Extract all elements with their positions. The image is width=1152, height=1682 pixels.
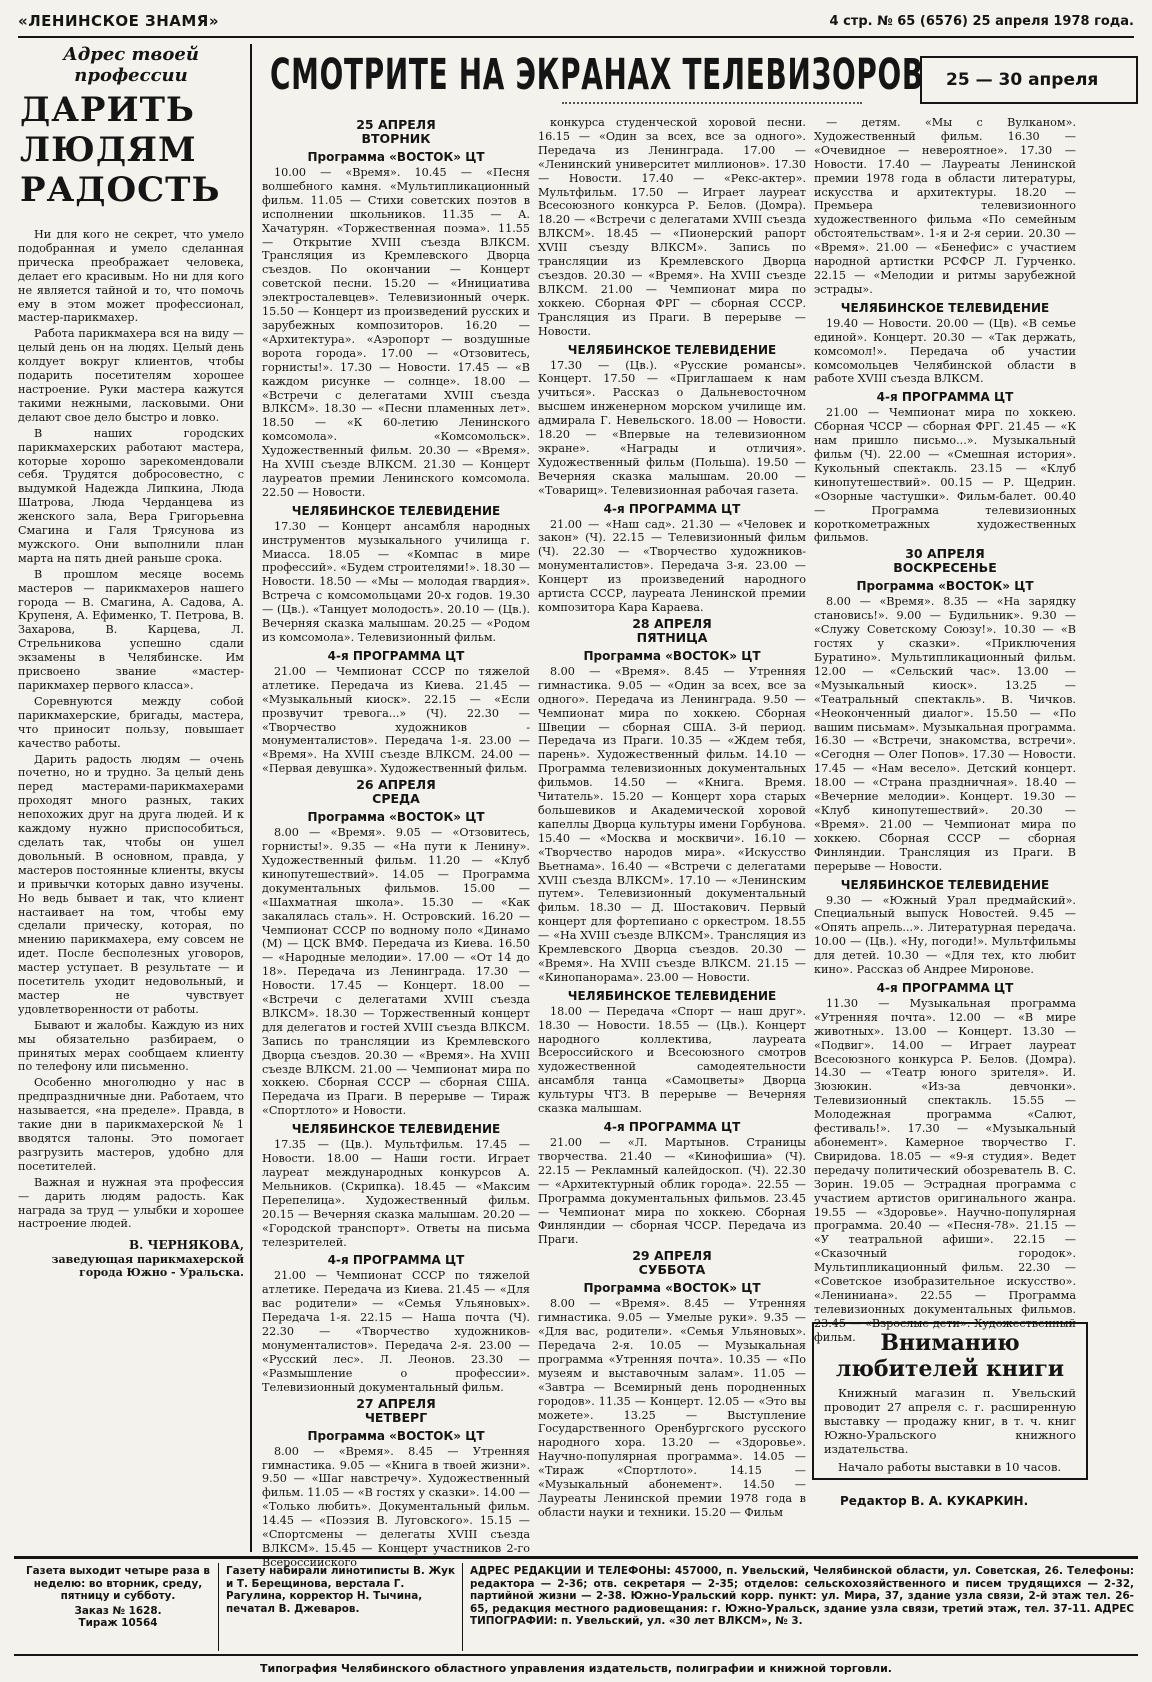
footer-divider bbox=[462, 1563, 463, 1651]
schedule-weekday: ЧЕТВЕРГ bbox=[364, 1409, 428, 1425]
article-paragraph: Ни для кого не секрет, что умело подобранная и умело сделанная прическа преображает человека, делает его красивым. Но ни для кого не является тайной и то, что помочь ему в этом может профессионал, мастер-парикмахер. bbox=[18, 228, 244, 325]
article-paragraph: В прошлом месяце восемь мастеров — парикмахеров нашего города — В. Смагина, А. Садова, А. Крупеня, А. Ефименко, Т. Петрова, В. Захарова, В. Карцева, Л. Стрельникова успешно сдали экзамены в Челябинске. Им присвоено звание «мастер-парикмахер первого класса». bbox=[18, 567, 244, 692]
channel-heading: Программа «ВОСТОК» ЦТ bbox=[583, 1281, 761, 1296]
program-listing: 8.00 — «Время». 8.45 — Утренняя гимнастика. 9.05 — Умелые руки». 9.35 — «Для вас, родители». «Семья Ульяновых». Передача 2-я. 10.05 — Музыкальная программа «Утренняя почта». 10.35 — «По музеям и выставочным залам». 11.05 — «Завтра — Всемирный день породненных городов». 11.35 — Концерт. 12.05 — «Это вы можете». 13.25 — Выступление Государственного Оренбургского русского народного хора. 13.20 — «Здоровье». Научно-популярная программа». 14.05 — «Тираж «Спортлото». 14.15 — «Музыкальный абонемент». 14.50 — Лауреаты Ленинской премии 1978 года в области науки и техники. 15.20 — Фильм bbox=[538, 1297, 806, 1519]
schedule-date: 27 АПРЕЛЯ bbox=[356, 1395, 436, 1411]
schedule-date: 26 АПРЕЛЯ bbox=[356, 777, 436, 793]
program-listing: 10.00 — «Время». 10.45 — «Песня волшебного камня. «Мультипликационный фильм. 11.05 — Стихи советских поэтов в исполнении школьников. 11.35 — А. Хачатурян. «Торжественная поэма». 11.55 — Открытие XVIII съезда ВЛКСМ. Трансляция из Кремлевского Дворца съездов. По окончании — Концерт советской песни. 15.20 — «Инициатива электросталевцев». Телевизионный очерк. 15.50 — Концерт из произведений русских и зарубежных композиторов. 16.20 — «Архитектура». «Аэропорт — воздушные ворота города». 17.00 — «Отзовитесь, горнисты!». 17.30 — Новости. 17.45 — «В каждом рисунке — солнце». 18.00 — «Встречи с делегатами XVIII съезда ВЛКСМ». 18.30 — «Песни пламенных лет». 18.50 — «К 60-летию Ленинского комсомола». «Комсомольск». Художественный фильм. 20.30 — «Время». На XVIII съезде ВЛКСМ. 21.30 — Концерт лауреатов премии Ленинского комсомола. 22.50 — Новости. bbox=[262, 166, 530, 499]
channel-heading: Программа «ВОСТОК» ЦТ bbox=[307, 1428, 485, 1443]
program-listing: 8.00 — «Время». 9.05 — «Отзовитесь, горнисты!». 9.35 — «На пути к Ленину». Художественный фильм. 11.20 — «Клуб кинопутешествий». 14.05 — Программа документальных фильмов. 15.00 — «Шахматная школа». 15.30 — «Как закалялась сталь». Н. Островский. 16.20 — Чемпионат СССР по водному поло «Динамо (М) — ЦСК ВМФ. Передача из Киева. 16.50 — «Народные мелодии». 17.00 — «От 14 до 18». Передача из Ленинграда. 17.30 — Новости. 17.45 — Концерт. 18.00 — «Встречи с делегатами XVIII съезда ВЛКСМ». 18.30 — Торжественный концерт для делегатов и гостей XVIII съезда ВЛКСМ. Запись по трансляции из Кремлевского Дворца съездов. 20.30 — «Время». На XVIII съезде ВЛКСМ. 21.00 — Чемпионат мира по хоккею. Сборная СССР — сборная США. Передача из Праги. В перерыве — Тираж «Спортлото» и Новости. bbox=[262, 826, 530, 1118]
order-number: Заказ № 1628. bbox=[74, 1604, 162, 1617]
tv-column-1 bbox=[262, 116, 530, 1569]
channel-heading: ЧЕЛЯБИНСКОЕ ТЕЛЕВИДЕНИЕ bbox=[291, 1122, 501, 1137]
schedule-date: 25 АПРЕЛЯ bbox=[356, 117, 436, 132]
program-listing: 18.00 — Передача «Спорт — наш друг». 18.30 — Новости. 18.55 — (Цв.). Концерт народного коллектива, лауреата Всероссийского и Всесоюзного смотров художественной самодеятельности ансамбля танца «Самоцветы» Дворца культуры ЧТЗ. В перерыве — Вечерняя сказка малышам. bbox=[538, 1004, 806, 1116]
article-author: В. ЧЕРНЯКОВА, bbox=[128, 1238, 244, 1253]
article-author-role: заведующая парикмахерской города Южно - Уральска. bbox=[51, 1253, 244, 1280]
tv-date-box bbox=[920, 56, 1138, 104]
tv-dates: 25 — 30 апреля bbox=[946, 70, 1099, 90]
program-listing: 21.00 — Чемпионат СССР по тяжелой атлетике. Передача из Киева. 21.45 — «Для вас родители» — «Семья Ульяновых». Передача 1-я. 22.15 — Наша почта (Ч). 22.30 — «Творчество художников-монументалистов». Передача 2-я. 23.00 — «Русский лес». Л. Леонов. 23.30 — «Размышление о профессии». Телевизионный документальный фильм. bbox=[262, 1269, 530, 1394]
circulation: Тираж 10564 bbox=[78, 1617, 158, 1630]
editor-signature: Редактор В. А. КУКАРКИН. bbox=[840, 1494, 1029, 1508]
program-listing: 19.40 — Новости. 20.00 — (Цв). «В семье единой». Концерт. 20.30 — «Так держать, комсомол!». Передача об участии комсомольцев Челябинской области в работе XVIII съезда ВЛКСМ. bbox=[814, 316, 1076, 386]
channel-heading: ЧЕЛЯБИНСКОЕ ТЕЛЕВИДЕНИЕ bbox=[567, 342, 777, 357]
program-listing: 17.35 — (Цв.). Мультфильм. 17.45 — Новости. 18.00 — Наши гости. Играет лауреат международных конкурсов А. Мельников. (Скрипка). 18.45 — «Максим Перепелица». Художественный фильм. 20.15 — Вечерняя сказка малышам. 20.20 — «Городской транспорт». Ответы на письма телезрителей. bbox=[262, 1138, 530, 1249]
channel-heading: Программа «ВОСТОК» ЦТ bbox=[307, 810, 485, 825]
footer-divider bbox=[218, 1563, 219, 1651]
editorial-address: АДРЕС РЕДАКЦИИ И ТЕЛЕФОНЫ: 457000, п. Увельский, Челябинской области, ул. Советская, 26. Телефоны: редактора — 2-36; отв. секретаря — 2-35; отделов: сельскохозяйственного и писем трудящихся — 2-32, партийной жизни — 2-38. Южно-Уральский корр. пункт: ул. Мира, 37, здание узла связи, 2-й этаж тел. 26-65, редакция местного радиовещания: г. Южно-Уральск, здание узла связи, третий этаж, тел. 37-11. АДРЕС ТИПОГРАФИИ: п. Увельский, ул. «30 лет ВЛКСМ», № 3. bbox=[470, 1565, 1134, 1628]
article-paragraph: Дарить радость людям — очень почетно, но и трудно. За целый день перед мастерами-парикмахерами проходят много разных, таких непохожих друг на друга людей. И к каждому нужно приспособиться, сделать так, чтобы он ушел довольный. В основном, правда, у мастеров постоянные клиенты, вкусы и привычки которых давно изучены. Но ведь бывает и так, что клиент настаивает на том, чтобы ему сделали прическу, которая, по мнению парикмахера, ему совсем не идет. После бесполезных уговоров, мастер уступает. В результате — и посетитель уходит недовольный, и мастер не чувствует удовлетворенности от работы. bbox=[18, 752, 244, 1016]
program-listing: 21.00 — «Наш сад». 21.30 — «Человек и закон» (Ч). 22.15 — Телевизионный фильм (Ч). 22.30 — «Творчество художников-монументалистов». Передача 3-я. 23.00 — Концерт из произведений народного артиста СССР, лауреата Ленинской премии композитора Кара Караева. bbox=[538, 517, 806, 614]
article-paragraph: Особенно многолюдно у нас в предпраздничные дни. Работаем, что называется, «на пределе». Правда, в такие дни в парикмахерской № 1 вводятся талоны. Это помогает разгрузить мастеров, удобно для посетителей. bbox=[18, 1076, 244, 1173]
tv-title: СМОТРИТЕ НА ЭКРАНАХ ТЕЛЕВИЗОРОВ bbox=[270, 50, 924, 100]
channel-heading: ЧЕЛЯБИНСКОЕ ТЕЛЕВИДЕНИЕ bbox=[840, 877, 1050, 892]
article-column bbox=[18, 44, 244, 1544]
article-paragraph: Работа парикмахера вся на виду — целый день он на людях. Целый день колдует вокруг клиентов, чтобы подарить посетителям хорошее настроение. Руки мастера кажутся такими нежными, ласковыми. Они делают свое дело быстро и ловко. bbox=[18, 327, 244, 424]
program-listing: 17.30 — Концерт ансамбля народных инструментов музыкального училища г. Миасса. 18.05 — «Компас в мире профессий». «Будем строителями!». 18.30 — Новости. 18.50 — «Мы — молодая гвардия». Встреча с комсомольцами 20-х годов. 19.30 — (Цв.). «Танцует молодость». 20.10 — (Цв.). Вечерняя сказка малышам. 20.25 — «Родом из комсомола». Телевизионный фильм. bbox=[262, 519, 530, 644]
issue-info: 4 стр. № 65 (6576) 25 апреля 1978 года. bbox=[829, 14, 1134, 29]
imprint-footer bbox=[14, 1556, 1138, 1656]
ad-title: Вниманию любителей книги bbox=[835, 1330, 1065, 1382]
schedule-weekday: ВОСКРЕСЕНЬЕ bbox=[893, 560, 997, 576]
tv-column-2 bbox=[538, 116, 806, 1546]
schedule-date: 28 АПРЕЛЯ bbox=[632, 615, 712, 631]
masthead bbox=[18, 6, 1134, 38]
program-listing: 21.00 — «Л. Мартынов. Страницы творчества. 21.40 — «Кинофишиа» (Ч). 22.15 — Рекламный калейдоскоп. (Ч). 22.30 — «Архитектурный облик города». 22.55 — Программа документальных фильмов. 23.45 — Чемпионат мира по хоккею. Сборная Финляндии — сборная ЧССР. Передача из Праги. bbox=[538, 1136, 806, 1247]
article-kicker: Адрес твоей профессии bbox=[63, 44, 199, 86]
article-paragraph: В наших городских парикмахерских работают мастера, которые хорошо зарекомендовали себя. Трудятся добросовестно, с выдумкой Надежда Липкина, Люда Шатрова, Люда Черданцева из женского зала, Вера Григорьевна Смагина и Галя Трясунова из мужского. Они выполнили план марта на пять дней раньше срока. bbox=[18, 426, 244, 565]
program-listing: 8.00 — «Время». 8.35 — «На зарядку становись!». 9.00 — Будильник». 9.30 — «Служу Советскому Союзу!». 10.30 — «В гостях у сказки». «Приключения Буратино». Мультипликационный фильм. 12.00 — «Сельский час». 13.00 — «Музыкальный киоск». 13.25 — «Театральный спектакль». В. Чичков. «Неоконченный диалог». 15.50 — «По вашим письмам». Музыкальная программа. 16.30 — «Встречи, знакомства, встречи». «Сегодня — Олег Попов». 17.30 — Новости. 17.45 — «Нам весело». Детский концерт. 18.00 — «Страна праздничная». 18.40 — «Вечерние мелодии». Концерт. 19.30 — «Клуб кинопутешествий». 20.30 — «Время». 21.00 — Чемпионат мира по хоккею. Сборная СССР — сборная Финляндии. Трансляция из Праги. В перерыве — Новости. bbox=[814, 595, 1076, 873]
program-listing: 8.00 — «Время». 8.45 — Утренняя гимнастика. 9.05 — «Один за всех, все за одного». Передача из Ленинграда. 9.50 — Чемпионат мира по хоккею. Сборная Швеции — сборная США. 3-й период. Передача из Праги. 10.35 — «Ждем тебя, парень». Художественный фильм. 14.10 — Программа телевизионных документальных фильмов. 14.50 — «Книга. Время. Читатель». 15.20 — Концерт хора старых большевиков и Академической хоровой капеллы Дворца культуры имени Горбунова. 15.40 — «Москва и москвичи». 16.10 — «Творчество народов мира». «Искусство Вьетнама». 16.40 — «Встречи с делегатами XVIII съезда ВЛКСМ». 17.10 — «Ленинским путем». Телевизионный документальный фильм. 18.30 — Д. Шостакович. Первый концерт для фортепиано с оркестром. 18.55 — «На XVIII съезде ВЛКСМ». Трансляция из Кремлевского Дворца съездов. 20.30 — «Время». На XVIII съезде ВЛКСМ. 21.15 — «Кинопанорама». 23.00 — Новости. bbox=[538, 664, 806, 984]
tv-header bbox=[262, 46, 1142, 112]
schedule-weekday: СУББОТА bbox=[638, 1262, 706, 1278]
article-paragraph: Бывают и жалобы. Каждую из них мы обязательно разбираем, о принятых мерах сообщаем клиенту по телефону или письменно. bbox=[18, 1018, 244, 1074]
channel-heading: 4-я ПРОГРАММА ЦТ bbox=[876, 390, 1014, 405]
channel-heading: ЧЕЛЯБИНСКОЕ ТЕЛЕВИДЕНИЕ bbox=[567, 988, 777, 1003]
program-listing: 8.00 — «Время». 8.45 — Утренняя гимнастика. 9.05 — «Книга в твоей жизни». 9.50 — «Шаг навстречу». Художественный фильм. 11.05 — «В гостях у сказки». 14.00 — «Только любить». Документальный фильм. 14.45 — «Поэзия В. Луговского». 15.15 — «Спортсмены — делегаты XVIII съезда ВЛКСМ». 15.45 — Концерт участников 2-го Всероссийского bbox=[262, 1444, 530, 1569]
title-ornament bbox=[562, 102, 862, 112]
publication-schedule bbox=[22, 1565, 214, 1630]
program-listing: 11.30 — Музыкальная программа «Утренняя почта». 12.00 — «В мире животных». 13.00 — Концерт. 13.30 — «Подвиг». 14.00 — Играет лауреат Всесоюзного конкурса Р. Белов. (Домра). 14.30 — «Театр юного зрителя». И. Зюзюкин. «Из-за девчонки». Телевизионный спектакль. 15.55 — Молодежная программа «Салют, фестиваль!». 17.30 — «Музыкальный абонемент». Камерное творчество Г. Свиридова. 18.05 — «9-я студия». Ведет передачу политический обозреватель В. С. Зорин. 19.05 — Эстрадная программа с участием артистов оригинального жанра. 19.55 — «Здоровье». Научно-популярная программа. 20.40 — «Песня-78». 21.15 — «У театральной афиши». 22.15 — «Сказочный городок». Мультипликационный фильм. 22.30 — «Советское изобразительное искусство». «Лениниана». 22.55 — Программа телевизионных документальных фильмов. 23.45 — «Взрослые дети». Художественный фильм. bbox=[814, 996, 1076, 1344]
program-listing: 21.00 — Чемпионат СССР по тяжелой атлетике. Передача из Киева. 21.45 — «Музыкальный киоск». 22.15 — «Если прозвучит тревога...» (Ч). 22.30 — «Творчество художников - монументалистов». Передача 1-я. 23.00 — «Время». На XVIII съезде ВЛКСМ. 24.00 — «Первая девушка». Художественный фильм. bbox=[262, 664, 530, 776]
channel-heading: 4-я ПРОГРАММА ЦТ bbox=[876, 980, 1014, 995]
program-listing: 21.00 — Чемпионат мира по хоккею. Сборная ЧССР — сборная ФРГ. 21.45 — «К нам пришло письмо...». Музыкальный фильм (Ч). 22.00 — «Смешная история». Кукольный спектакль. 23.15 — «Клуб кинопутешествий». 00.15 — Р. Щедрин. «Озорные частушки». Фильм-балет. 00.40 — Программа телевизионных короткометражных художественных фильмов. bbox=[814, 406, 1076, 545]
typesetters-credits: Газету набирали линотиписты В. Жук и Т. Берещинова, верстала Г. Рагулина, корректор Н. Тычина, печатал В. Джеваров. bbox=[226, 1565, 456, 1615]
program-listing: 17.30 — (Цв.). «Русские романсы». Концерт. 17.50 — «Приглашаем к нам учиться». Рассказ о Дальневосточном высшем инженерном морском училище им. адмирала Г. Невельского. 18.00 — Новости. 18.20 — «Впервые на телевизионном экране». «Награды и отличия». Художественный фильм (Польша). 19.50 — Вечерняя сказка малышам. 20.00 — «Товарищ». Телевизионная рабочая газета. bbox=[538, 358, 806, 497]
channel-heading: Программа «ВОСТОК» ЦТ bbox=[583, 648, 761, 663]
ad-text-start: Начало работы выставки в 10 часов. bbox=[838, 1460, 1062, 1474]
book-ad-box bbox=[812, 1322, 1088, 1480]
schedule-date: 29 АПРЕЛЯ bbox=[632, 1248, 712, 1264]
schedule-weekday: СРЕДА bbox=[372, 791, 420, 807]
channel-heading: 4-я ПРОГРАММА ЦТ bbox=[327, 1253, 465, 1268]
program-listing: 9.30 — «Южный Урал предмайский». Специальный выпуск Новостей. 9.45 — «Опять апрель...». Литературная передача. 10.00 — (Цв.). «Ну, погоди!». Мультфильмы для детей. 10.30 — «Для тех, кто любит кино». Рассказ об Андрее Миронове. bbox=[814, 893, 1076, 977]
channel-heading: Программа «ВОСТОК» ЦТ bbox=[307, 150, 485, 164]
printing-house: Типография Челябинского областного управления издательств, полиграфии и книжной торговли. bbox=[260, 1662, 892, 1675]
channel-heading: 4-я ПРОГРАММА ЦТ bbox=[327, 648, 465, 663]
channel-heading: 4-я ПРОГРАММА ЦТ bbox=[603, 501, 741, 516]
ad-text: Книжный магазин п. Увельский проводит 27 апреля с. г. расширенную выставку — продажу книг, в т. ч. книг Южно-Уральского книжного издательства. bbox=[824, 1386, 1076, 1456]
schedule-text: Газета выходит четыре раза в неделю: во вторник, среду, пятницу и субботу. bbox=[26, 1565, 210, 1603]
channel-heading: Программа «ВОСТОК» ЦТ bbox=[856, 579, 1034, 594]
program-listing: — детям. «Мы с Вулканом». Художественный фильм. 16.30 — «Очевидное — невероятное». 17.30 — Новости. 17.40 — Лауреаты Ленинской премии 1978 года в области литературы, искусства и архитектуры. 18.20 — Премьера телевизионного художественного фильма «По семейным обстоятельствам». 1-я и 2-я серии. 20.30 — «Время». 21.00 — «Бенефис» с участием народной артистки РСФСР Л. Гурченко. 22.15 — «Мелодии и ритмы зарубежной эстрады». bbox=[814, 116, 1076, 296]
schedule-date: 30 АПРЕЛЯ bbox=[905, 546, 985, 562]
channel-heading: ЧЕЛЯБИНСКОЕ ТЕЛЕВИДЕНИЕ bbox=[840, 300, 1050, 315]
newspaper-name: «ЛЕНИНСКОЕ ЗНАМЯ» bbox=[18, 12, 220, 30]
channel-heading: 4-я ПРОГРАММА ЦТ bbox=[603, 1120, 741, 1134]
schedule-weekday: ПЯТНИЦА bbox=[636, 629, 708, 645]
article-title: ДАРИТЬ ЛЮДЯМ РАДОСТЬ bbox=[20, 90, 221, 210]
schedule-weekday: ВТОРНИК bbox=[361, 131, 431, 146]
tv-column-3 bbox=[814, 116, 1076, 1344]
article-paragraph: Важная и нужная эта профессия — дарить людям радость. Как награда за труд — улыбки и хорошее настроение людей. bbox=[18, 1175, 244, 1231]
channel-heading: ЧЕЛЯБИНСКОЕ ТЕЛЕВИДЕНИЕ bbox=[291, 503, 501, 518]
column-divider bbox=[250, 44, 252, 1552]
program-listing: конкурса студенческой хоровой песни. 16.15 — «Один за всех, все за одного». Передача из Ленинграда. 17.00 — «Ленинский университет миллионов». 17.30 — Новости. 17.40 — «Рекс-актер». Мультфильм. 17.50 — Играет лауреат Всесоюзного конкурса Р. Белов. (Домра). 18.20 — «Встречи с делегатами XVIII съезда ВЛКСМ». 18.45 — «Пионерский рапорт XVIII съезду ВЛКСМ». Запись по трансляции из Кремлевского Дворца съездов. 20.30 — «Время». На XVIII съезде ВЛКСМ. 21.00 — Чемпионат мира по хоккею. Сборная ФРГ — сборная СССР. Трансляция из Праги. В перерыве — Новости. bbox=[538, 116, 806, 338]
article-paragraph: Соревнуются между собой парикмахерские, бригады, мастера, что приносит пользу, повышает качество работы. bbox=[18, 694, 244, 750]
